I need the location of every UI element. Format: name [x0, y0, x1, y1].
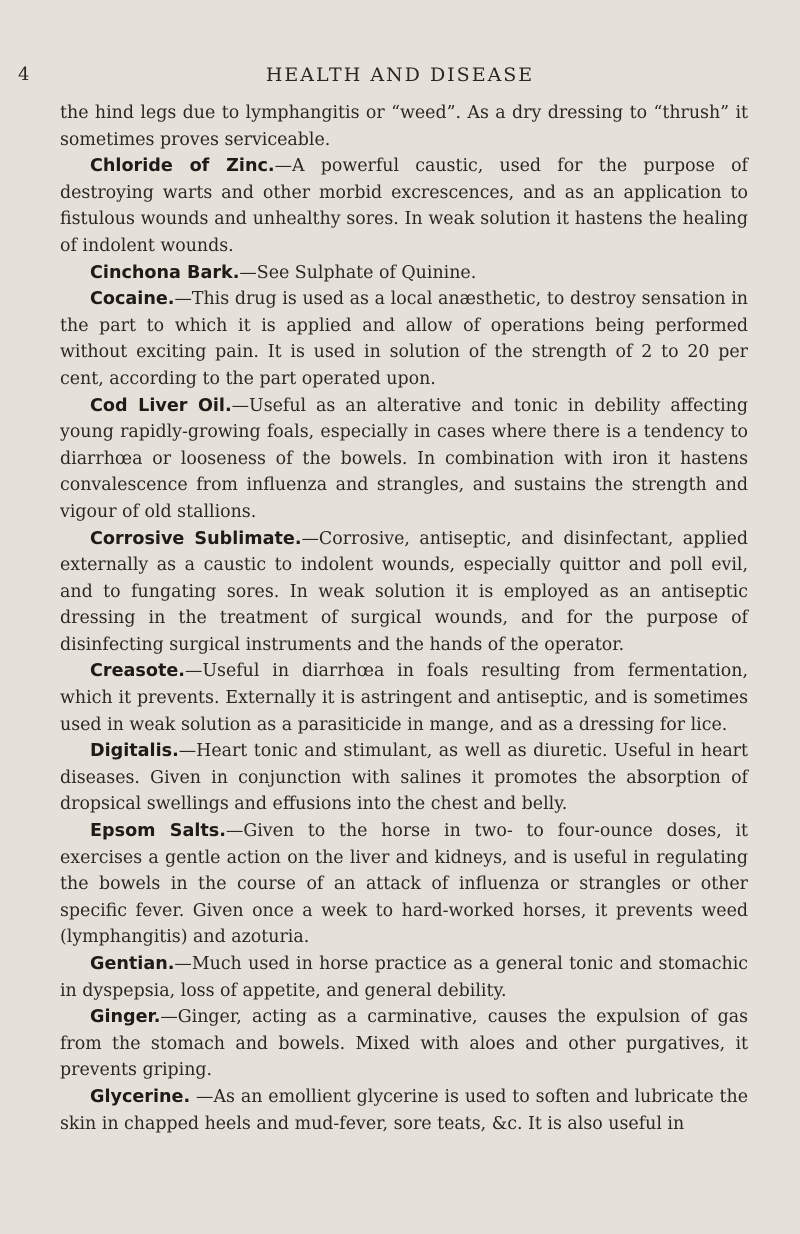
entry-text: —Ginger, acting as a carminative, causes the expulsion of gas from the stomach and bowels. Mixed with aloes and other purgatives, it prevents griping. [60, 1007, 748, 1081]
entry-text: —Corrosive, antiseptic, and disinfectant, applied externally as a caustic to indolent wounds, especially quittor and poll evil, and to fungating sores. In weak solution it is employed as an antiseptic dressing in the treatment of surgical wounds, and for the purpose of disinfecting surgical instruments and the hands of the operator. [60, 528, 748, 655]
entry-term: Gentian. [90, 954, 175, 974]
entry-ginger [60, 1004, 748, 1084]
entry-chloride-of-zinc [60, 153, 748, 259]
entry-digitalis [60, 738, 748, 818]
entry-term: Cinchona Bark. [90, 262, 240, 283]
entry-term: Chloride of Zinc. [90, 156, 275, 177]
entry-term: Creasote. [90, 661, 185, 682]
entry-text: —See Sulphate of Quinine. [239, 262, 477, 283]
entry-text: —Useful as an alterative and tonic in debility affecting young rapidly-growing foals, especially in cases where there is a tendency to diarrhœa or looseness of the bowels. In combination with iron it hastens convalescence from influenza and strangles, and sustains the strength and vigour of old stallions. [60, 395, 748, 522]
entry-term: Epsom Salts. [90, 821, 226, 842]
entry-text: —Much used in horse practice as a general tonic and stomachic in dyspepsia, loss of appetite, and general debility. [60, 954, 748, 1001]
entry-cinchona-bark [60, 260, 748, 287]
entry-term: Glycerine. [90, 1086, 191, 1107]
entry-text: —This drug is used as a local anæsthetic, to destroy sensation in the part to which it is applied and allow of operations being performed without exciting pain. It is used in solution of the strength of 2 to 20 per cent, according to the part operated upon. [60, 289, 748, 389]
entry-gentian [60, 951, 748, 1004]
entry-text: —Useful in diarrhœa in foals resulting from fermentation, which it prevents. Externally it is astringent and antiseptic, and is sometimes used in weak solution as a parasiticide in mange, and as a dressing for lice. [60, 661, 748, 735]
page-number: 4 [18, 64, 31, 85]
entry-text: —Heart tonic and stimulant, as well as diuretic. Useful in heart diseases. Given in conjunction with salines it promotes the absorption of dropsical swellings and effusions into the chest and belly. [60, 741, 748, 815]
entry-term: Ginger. [90, 1007, 161, 1028]
entry-text: —As an emollient glycerine is used to soften and lubricate the skin in chapped heels and mud-fever, sore teats, &c. It is also useful in [60, 1086, 748, 1134]
entry-glycerine [60, 1084, 748, 1137]
entry-term: Corrosive Sublimate. [90, 528, 302, 549]
entry-cod-liver-oil [60, 393, 748, 526]
entry-epsom-salts [60, 818, 748, 951]
running-head [0, 64, 800, 88]
running-title: HEALTH AND DISEASE [265, 64, 535, 86]
entry-term: Digitalis. [90, 741, 179, 762]
entry-creasote [60, 658, 748, 738]
entry-text: —A powerful caustic, used for the purpose of destroying warts and other morbid excrescences, and as an application to fistulous wounds and unhealthy sores. In weak solution it hastens the healing of indolent wounds. [60, 156, 748, 256]
entry-term: Cod Liver Oil. [90, 395, 232, 416]
entry-corrosive-sublimate [60, 526, 748, 659]
entry-text: —Given to the horse in two- to four-ounce doses, it exercises a gentle action on the liver and kidneys, and is useful in regulating the bowels in the course of an attack of influenza or strangles or other specific fever. Given once a week to hard-worked horses, it prevents weed (lymphangitis) and azoturia. [60, 821, 748, 948]
page-body [60, 100, 748, 1137]
entry-cocaine [60, 286, 748, 392]
entry-term: Cocaine. [90, 289, 175, 310]
continued-paragraph: the hind legs due to lymphangitis or “weed”. As a dry dressing to “thrush” it sometimes proves serviceable. [60, 103, 748, 150]
